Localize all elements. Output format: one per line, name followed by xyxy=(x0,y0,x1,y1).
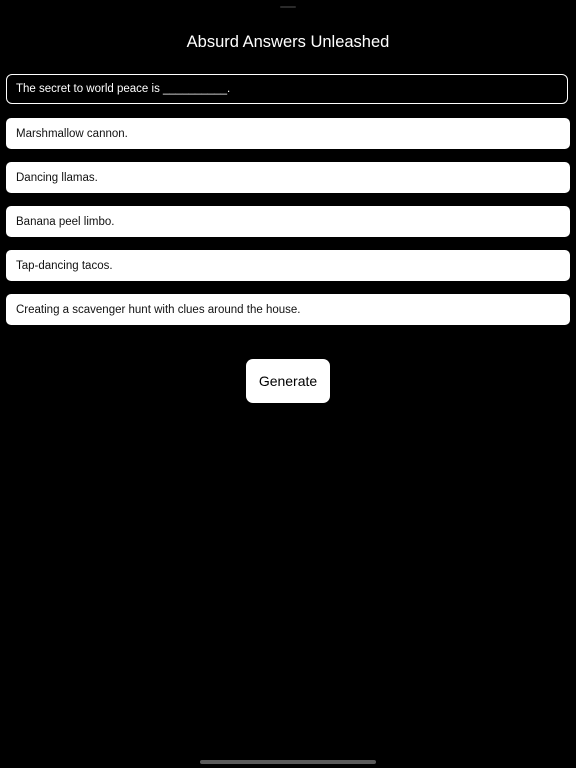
prompt-text: The secret to world peace is __________. xyxy=(16,83,231,95)
answer-text: Tap-dancing tacos. xyxy=(16,259,113,272)
answer-text: Creating a scavenger hunt with clues around the house. xyxy=(16,303,301,316)
home-indicator[interactable] xyxy=(200,760,376,764)
generate-button[interactable] xyxy=(246,359,330,403)
generate-button-label: Generate xyxy=(258,373,318,389)
answer-item[interactable] xyxy=(6,294,570,325)
answer-text: Marshmallow cannon. xyxy=(16,127,128,140)
prompt-card xyxy=(6,74,568,104)
top-camera-indicator xyxy=(280,6,296,8)
answer-item[interactable] xyxy=(6,162,570,193)
answer-item[interactable] xyxy=(6,206,570,237)
page-title: Absurd Answers Unleashed xyxy=(186,33,390,51)
answer-text: Banana peel limbo. xyxy=(16,215,115,228)
answer-item[interactable] xyxy=(6,250,570,281)
answer-list xyxy=(6,118,570,338)
answer-text: Dancing llamas. xyxy=(16,171,98,184)
answer-item[interactable] xyxy=(6,118,570,149)
